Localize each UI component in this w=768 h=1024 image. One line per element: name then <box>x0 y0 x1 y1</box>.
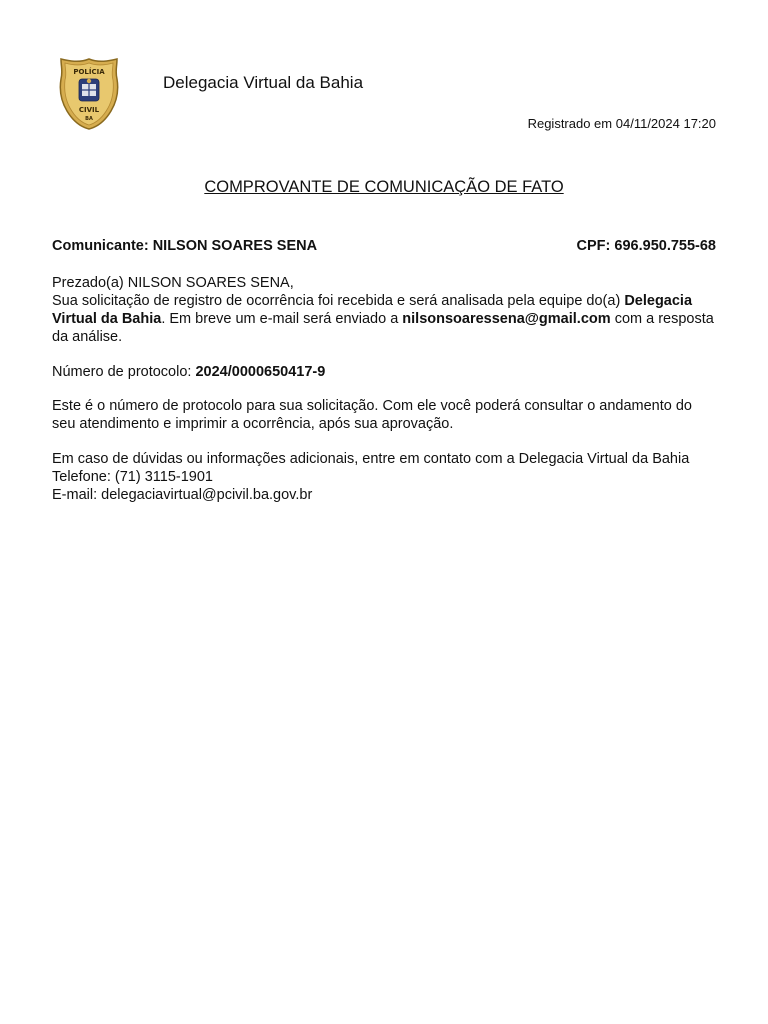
greeting-prefix: Prezado(a) <box>52 275 124 291</box>
contact-line: Em caso de dúvidas ou informações adicionais, entre em contato com a Delegacia Virtual da Bahia <box>52 450 690 467</box>
p1-text-c: com a resposta da análise. <box>52 311 714 345</box>
cpf-value: 696.950.755-68 <box>614 238 716 254</box>
org-name: Delegacia Virtual da Bahia <box>163 73 364 92</box>
badge-text-state: BA <box>85 116 93 122</box>
document-title: COMPROVANTE DE COMUNICAÇÃO DE FATO <box>204 178 564 196</box>
paragraph-contact <box>52 450 716 504</box>
greeting <box>52 274 716 292</box>
paragraph-protocol <box>52 363 716 381</box>
p1-text-a: Sua solicitação de registro de ocorrência foi recebida e será analisada pela equipe do(a) <box>52 293 621 309</box>
registered-value: 04/11/2024 17:20 <box>615 116 716 131</box>
p1-email: nilsonsoaressena@gmail.com <box>402 311 611 327</box>
cpf <box>577 238 716 254</box>
communicant-label: Comunicante: <box>52 238 149 254</box>
paragraph-intro <box>52 274 716 346</box>
email-value: delegaciavirtual@pcivil.ba.gov.br <box>101 486 313 503</box>
message-body <box>52 274 716 520</box>
p1-text-b: . Em breve um e-mail será enviado a <box>161 311 399 327</box>
protocol-label: Número de protocolo: <box>52 363 192 380</box>
p1-delegacia: Delegacia Virtual da Bahia <box>52 293 693 327</box>
paragraph-protocol-info: Este é o número de protocolo para sua solicitação. Com ele você poderá consultar o andamento do seu atendimento e imprimir a ocorrência, após sua aprovação. <box>52 398 692 432</box>
email-label: E-mail: <box>52 486 98 503</box>
greeting-name: NILSON SOARES SENA, <box>127 275 294 291</box>
communicant <box>52 238 317 254</box>
cpf-label: CPF: <box>576 238 611 254</box>
phone-value: (71) 3115-1901 <box>114 468 213 485</box>
phone-label: Telefone: <box>52 468 111 485</box>
communicant-name: NILSON SOARES SENA <box>152 238 318 254</box>
badge-text-bottom: CIVIL <box>78 106 100 114</box>
registered-timestamp <box>528 116 716 131</box>
registered-label: Registrado em <box>527 116 613 131</box>
protocol-value: 2024/0000650417-9 <box>195 363 326 380</box>
badge-text-top: POLÍCIA <box>73 68 105 76</box>
email-line <box>52 486 716 504</box>
policia-civil-badge-icon <box>59 57 119 131</box>
phone-line <box>52 468 716 486</box>
communicant-row <box>52 238 716 254</box>
